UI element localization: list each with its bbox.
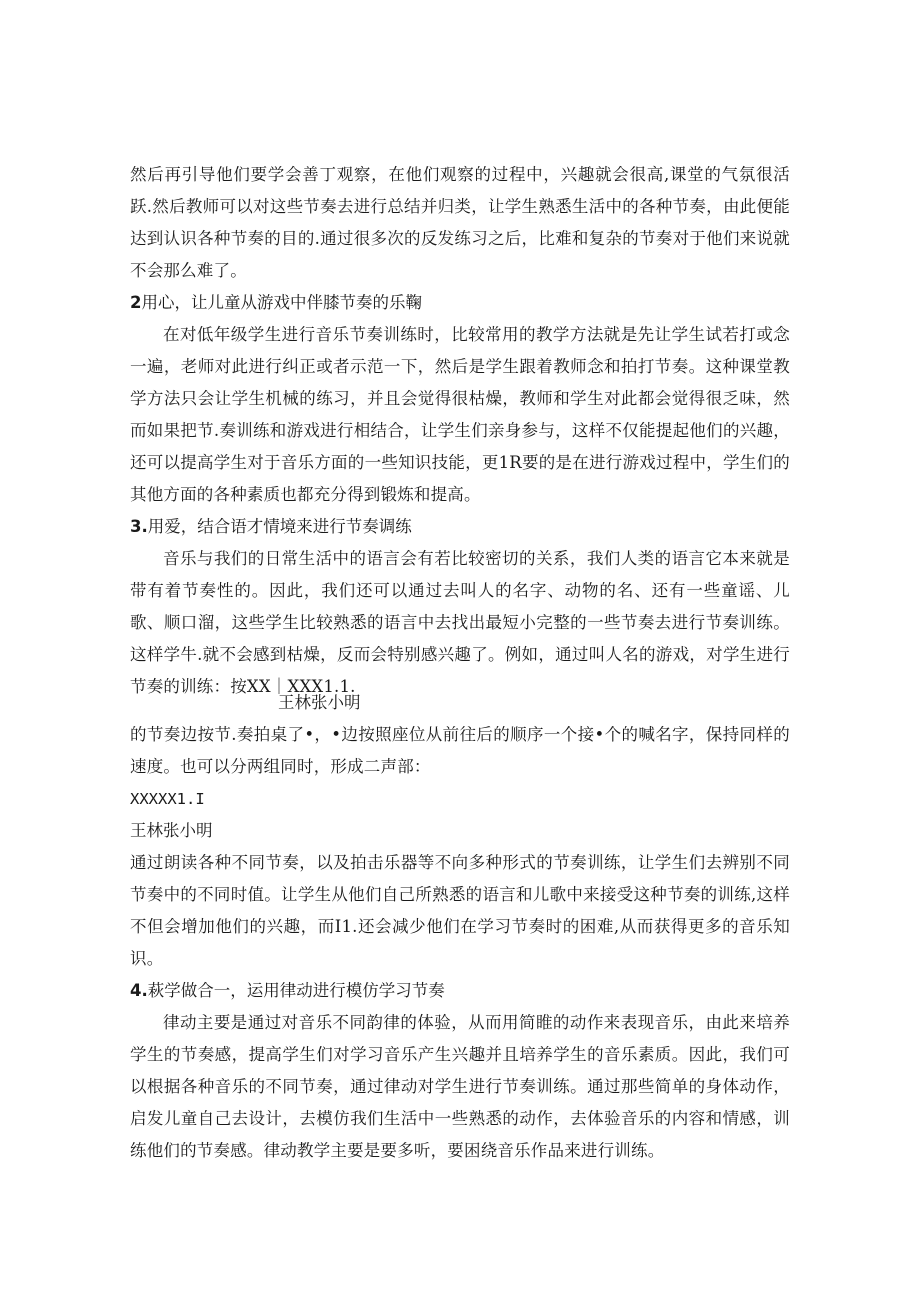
name-line: 王林张小明 [130, 821, 213, 840]
section-heading-4 [130, 975, 790, 1007]
section-number: 3. [130, 517, 148, 536]
section-heading-3 [130, 511, 790, 543]
paragraph-movement: 律动主要是通过对音乐不同韵律的体验，从而用简睢的动作来表现音乐，由此来培养学生的节奏感，提高学生们对学习音乐产生兴趣并且培养学生的音乐素质。因此，我们可以根据各种音乐的不同节奏，通过律动对学生进行节奏训练。通过那些简单的身体动作，启发儿童自己去设计，去模仿我们生活中一些熟悉的动作，去体验音乐的内容和情感，训练他们的节奏感。律动教学主要是要多听，要困绕音乐作品来进行训练。 [130, 1013, 790, 1160]
paragraph-observation: 然后再引导他们要学会善丁观察，在他们观察的过程中，兴趣就会很高,课堂的气氛很活跃.然后教师可以对这些节奏去进行总结并归类，让学生熟悉生活中的各种节奏，由此便能达到认识各种节奏的目的.通过很多次的反发练习之后，比难和复杂的节奏对于他们来说就不会那么难了。 [130, 165, 790, 280]
section-title: 用心，让儿童从游戏中伴膝节奏的乐鞠 [141, 293, 422, 312]
name-line: 王林张小明 [278, 693, 361, 712]
paragraph-language: 音乐与我们的日常生活中的语言会有若比较密切的关系，我们人类的语言它本来就是带有着节奏性的。因此，我们还可以通过去叫人的名字、动物的名、还有一些童谣、儿歌、顺口溜，这些学生比较熟悉的语言中去找出最短小完整的一些节奏去进行节奏训练。这样学牛.就不会感到枯燥，反而会特别感兴趣了。例如，通过叫人名的游戏，对学生进行节奏的训练：按XX｜XXX1.1. [130, 549, 790, 696]
section-title: 萩学做合一，运用律动进行模仿学习节奏 [147, 981, 445, 1000]
rhythm-notation: XXXXX1.I [130, 790, 205, 808]
paragraph-reading: 通过朗读各种不同节奏，以及拍击乐器等不向多种形式的节奏训练，让学生们去辨别不同节奏中的不同时值。让学生从他们自己所熟悉的语言和儿歌中来接受这种节奏的训练,这样不但会增加他们的兴趣，而I1.还会减少他们在学习节奏时的困难,从而获得更多的音乐知识。 [130, 853, 790, 968]
section-number: 4. [130, 981, 148, 1000]
paragraph-clapping: 的节奏边按节.奏拍桌了•，•边按照座位从前往后的顺序一个接•个的喊名字，保持同样的速度。也可以分两组同时，形成二声部： [130, 725, 790, 776]
paragraph-games: 在对低年级学生进行音乐节奏训练时，比较常用的教学方法就是先让学生试若打或念一遍，老师对此进行纠正或者示范一下，然后是学生跟着教师念和拍打节奏。这种课堂教学方法只会让学生机械的练习，并且会觉得很枯燥，教师和学生对此都会觉得很乏味，然而如果把节.奏训练和游戏进行相结合，让学生们亲身参与，这样不仅能提起他们的兴趣，还可以提高学生对于音乐方面的一些知识技能，更1R要的是在进行游戏过程中，学生们的其他方面的各种素质也都充分得到锻炼和提高。 [130, 325, 790, 504]
section-heading-2 [130, 287, 790, 319]
section-number: 2 [130, 293, 142, 312]
section-title: 用爱，结合语才情境来进行节奏调练 [147, 517, 412, 536]
